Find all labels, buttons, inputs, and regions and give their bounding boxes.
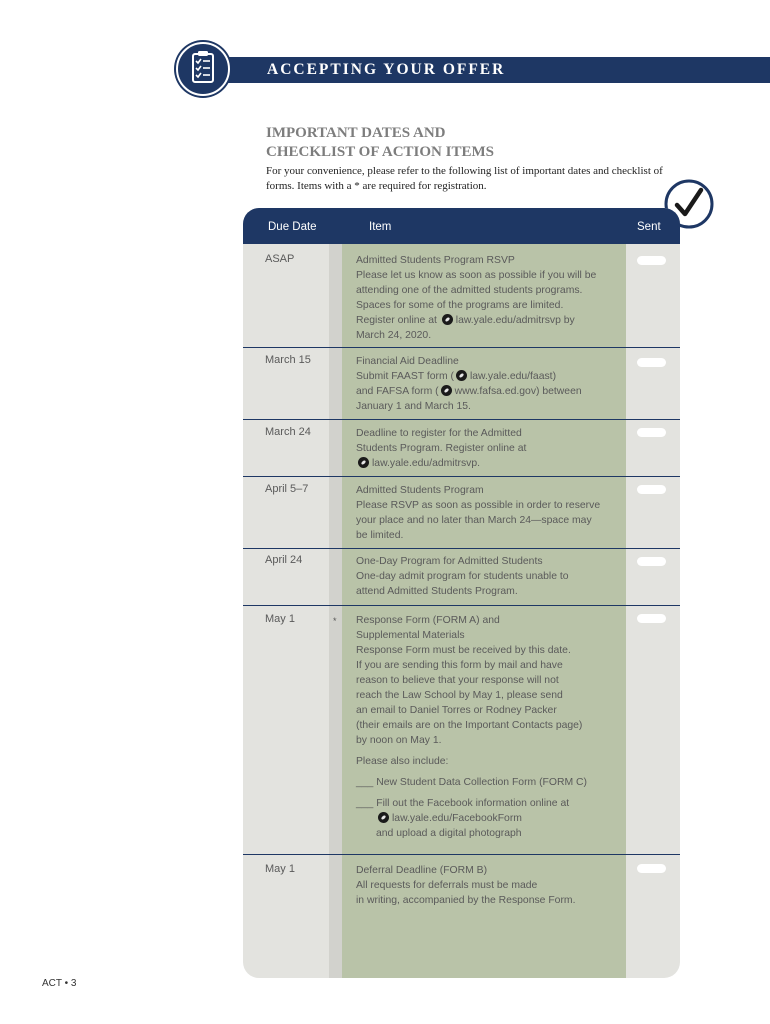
checklist-table — [243, 208, 680, 978]
web-link-icon — [358, 457, 369, 468]
sent-checkbox[interactable] — [637, 557, 666, 566]
row-date: May 1 — [265, 863, 295, 875]
web-link-icon — [456, 370, 467, 381]
row-divider — [243, 605, 680, 606]
section-heading — [266, 124, 494, 162]
row-divider — [243, 476, 680, 477]
row-date: March 15 — [265, 354, 311, 366]
sent-checkbox[interactable] — [637, 358, 666, 367]
marker-column — [329, 244, 342, 978]
clipboard-checklist-icon — [174, 40, 232, 98]
row-date: March 24 — [265, 426, 311, 438]
web-link-icon — [378, 812, 389, 823]
header-item: Item — [369, 221, 392, 233]
row-date: April 24 — [265, 554, 303, 566]
row-item: Response Form (FORM A) and Supplemental Materials Response Form must be received by this date. If you are sending this form by mail and have reason to believe that your response will not reach the Law School by May 1, please send an email to Daniel Torres or Rodney Packer (their emails are on the Important Contacts page) by noon on May 1. Please also include: ___ New Student Data Collection Form (FORM C) ___ Fill out the Facebook information online at law.yale.edu/FacebookForm and upload a digital photograph — [356, 615, 587, 839]
sent-checkbox[interactable] — [637, 428, 666, 437]
row-divider — [243, 854, 680, 855]
required-marker: * — [333, 616, 337, 626]
header-sent: Sent — [637, 221, 661, 233]
sent-checkbox[interactable] — [637, 864, 666, 873]
intro-text: For your convenience, please refer to the following list of important dates and checklist of forms. Items with a * are required for registration. — [266, 165, 663, 192]
row-divider — [243, 548, 680, 549]
row-divider — [243, 347, 680, 348]
row-date: ASAP — [265, 253, 295, 265]
row-item: Admitted Students Program RSVP Please let us know as soon as possible if you will be attending one of the admitted students programs. Spaces for some of the programs are limited. Register online at law.yale.edu/admitrsvp by March 24, 2020. — [356, 255, 597, 341]
row-item: Admitted Students Program Please RSVP as soon as possible in order to reserve your place and no later than March 24—space may be limited. — [356, 485, 601, 541]
sent-checkbox[interactable] — [637, 614, 666, 623]
banner-title: ACCEPTING YOUR OFFER — [267, 61, 506, 78]
row-item: Deadline to register for the Admitted Students Program. Register online at law.yale.edu/admitrsvp. — [356, 428, 527, 469]
header-banner — [205, 57, 770, 83]
heading-line-2: CHECKLIST OF ACTION ITEMS — [266, 144, 494, 160]
row-item: Financial Aid Deadline Submit FAAST form ( law.yale.edu/faast) and FAFSA form ( www.fafsa.ed.gov) between January 1 and March 15. — [356, 356, 582, 412]
row-divider — [243, 419, 680, 420]
row-item: Deferral Deadline (FORM B) All requests for deferrals must be made in writing, accompanied by the Response Form. — [356, 865, 576, 906]
web-link-icon — [442, 314, 453, 325]
row-date: April 5–7 — [265, 483, 309, 495]
heading-line-1: IMPORTANT DATES AND — [266, 125, 446, 141]
header-due-date: Due Date — [268, 221, 317, 233]
sent-checkbox[interactable] — [637, 256, 666, 265]
sent-checkbox[interactable] — [637, 485, 666, 494]
table-header — [243, 208, 680, 244]
row-item: One-Day Program for Admitted Students One-day admit program for students unable to attend Admitted Students Program. — [356, 556, 569, 597]
web-link-icon — [441, 385, 452, 396]
row-date: May 1 — [265, 613, 295, 625]
page-number: ACT • 3 — [42, 978, 77, 989]
